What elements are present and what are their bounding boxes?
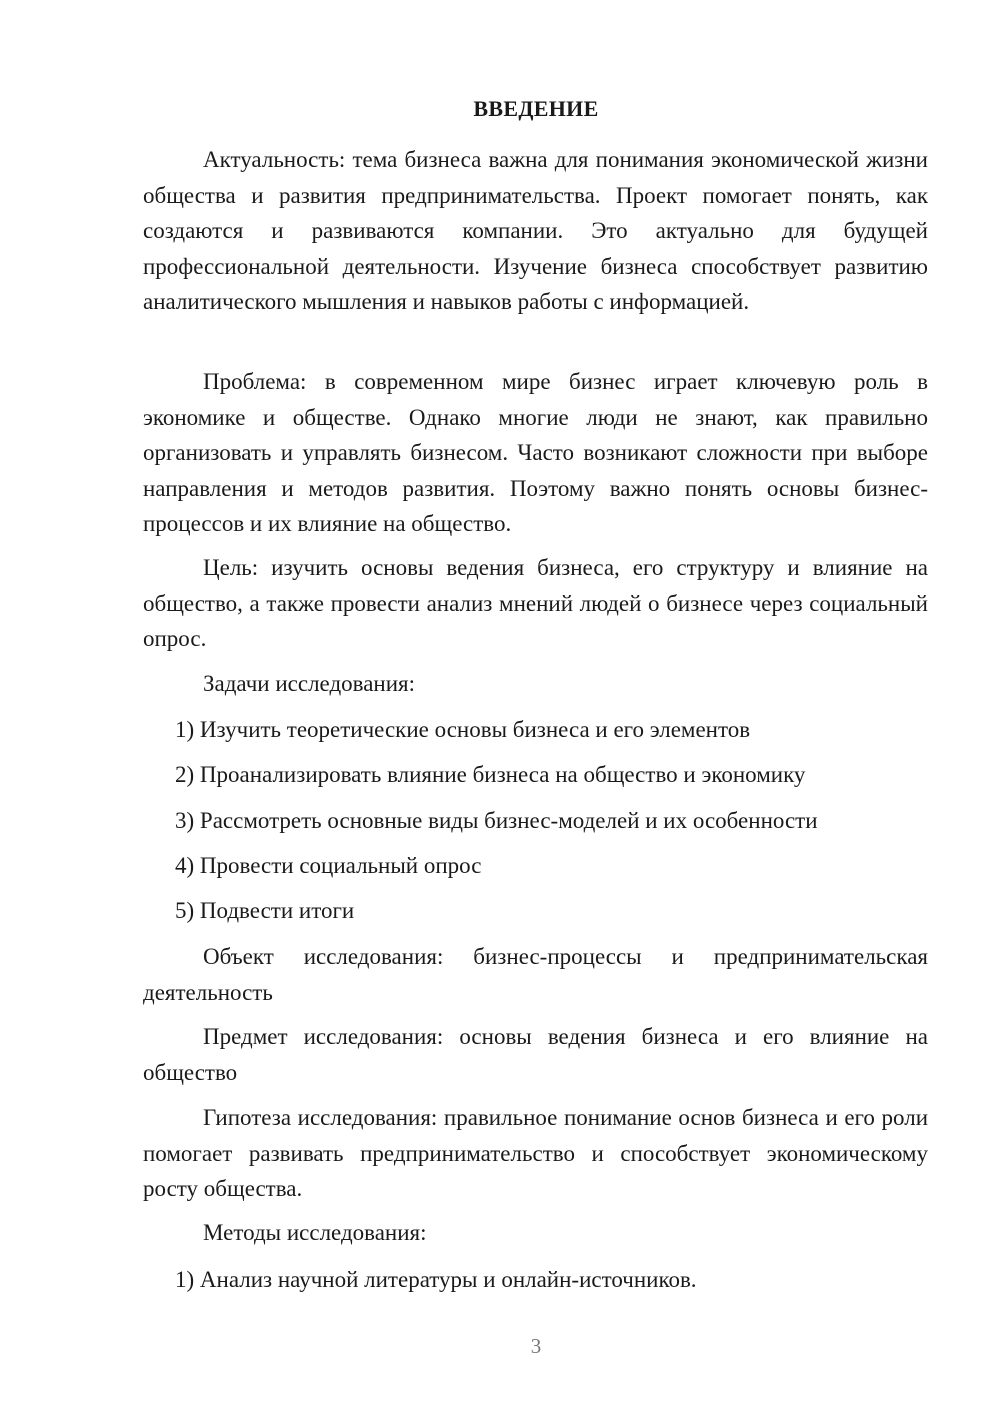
paragraph-goal bbox=[143, 550, 928, 657]
problem-text: Проблема: в современном мире бизнес играет ключевую роль в экономике и обществе. Однако многие люди не знают, как правильно организовать и управлять бизнесом. Часто возникают сложности при выборе направления и методов развития. Поэтому важно понять основы бизнес-процессов и их влияние на общество. bbox=[143, 369, 928, 537]
methods-heading-text: Методы исследования: bbox=[203, 1220, 427, 1245]
method-item: 1) Анализ научной литературы и онлайн-источников. bbox=[175, 1267, 697, 1292]
object-text: Объект исследования: бизнес-процессы и предпринимательская деятельность bbox=[143, 944, 928, 1005]
paragraph-hypothesis bbox=[143, 1100, 928, 1207]
task-item: 3) Рассмотреть основные виды бизнес-моделей и их особенности bbox=[175, 808, 818, 833]
page-number: 3 bbox=[530, 1334, 542, 1358]
subject-text: Предмет исследования: основы ведения бизнеса и его влияние на общество bbox=[143, 1024, 928, 1085]
relevance-text: Актуальность: тема бизнеса важна для понимания экономической жизни общества и развития предпринимательства. Проект помогает понять, как создаются и развиваются компании. Это актуально для будущей профессиональной деятельности. Изучение бизнеса способствует развитию аналитического мышления и навыков работы с информацией. bbox=[143, 147, 928, 315]
task-item: 1) Изучить теоретические основы бизнеса и его элементов bbox=[175, 717, 751, 742]
tasks-heading bbox=[143, 666, 928, 702]
task-item: 5) Подвести итоги bbox=[175, 898, 355, 923]
hypothesis-text: Гипотеза исследования: правильное понимание основ бизнеса и его роли помогает развивать предпринимательство и способствует экономическому росту общества. bbox=[143, 1105, 928, 1202]
page-title: ВВЕДЕНИЕ bbox=[473, 96, 599, 121]
paragraph-relevance bbox=[143, 142, 928, 320]
task-item: 2) Проанализировать влияние бизнеса на общество и экономику bbox=[175, 762, 806, 787]
task-item: 4) Провести социальный опрос bbox=[175, 853, 482, 878]
paragraph-object bbox=[143, 939, 928, 1010]
paragraph-subject bbox=[143, 1019, 928, 1090]
tasks-heading-text: Задачи исследования: bbox=[203, 671, 416, 696]
goal-text: Цель: изучить основы ведения бизнеса, его структуру и влияние на общество, а также провести анализ мнений людей о бизнесе через социальный опрос. bbox=[143, 555, 928, 652]
methods-heading bbox=[143, 1215, 928, 1251]
paragraph-problem bbox=[143, 364, 928, 542]
